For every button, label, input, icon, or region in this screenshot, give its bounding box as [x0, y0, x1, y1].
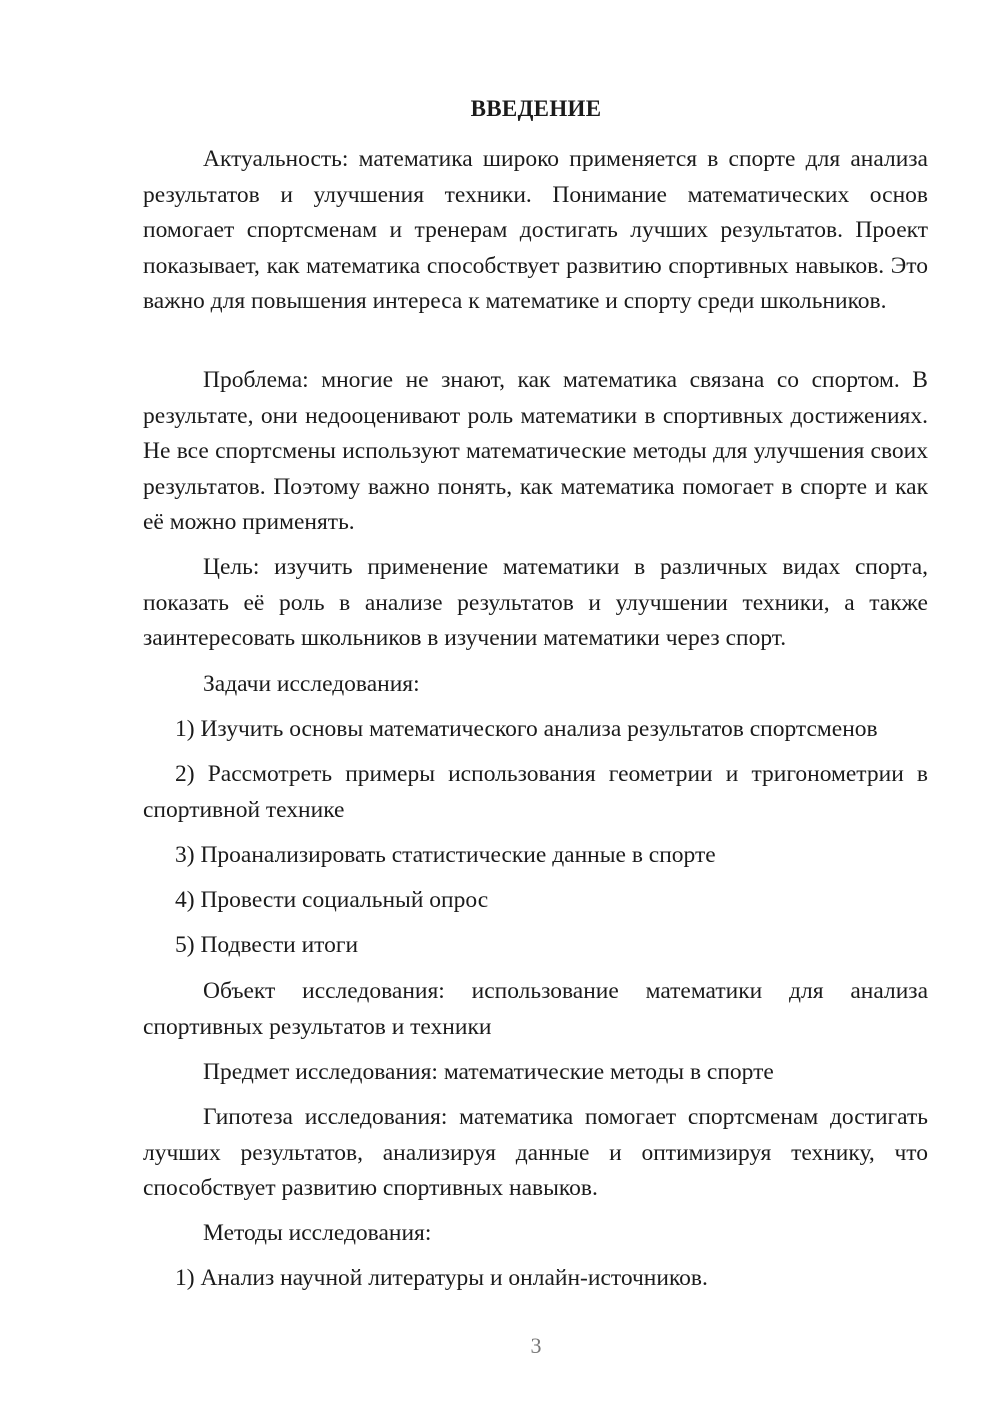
task-item-2: 2) Рассмотреть примеры использования геометрии и тригонометрии в спортивной технике [143, 761, 928, 823]
section-title: ВВЕДЕНИЕ [470, 96, 602, 121]
paragraph-goal: Цель: изучить применение математики в различных видах спорта, показать её роль в анализе результатов и улучшении техники, а также заинтересовать школьников в изучении математики через спорт. [143, 554, 928, 651]
page-number: 3 [530, 1333, 542, 1358]
method-item-1: 1) Анализ научной литературы и онлайн-источников. [175, 1265, 708, 1291]
task-item-1: 1) Изучить основы математического анализа результатов спортсменов [175, 716, 878, 742]
paragraph-problem: Проблема: многие не знают, как математика связана со спортом. В результате, они недооценивают роль математики в спортивных достижениях. Не все спортсмены используют математические методы для улучшения своих результатов. Поэтому важно понять, как математика помогает в спорте и как её можно применять. [143, 367, 928, 535]
tasks-heading: Задачи исследования: [203, 671, 420, 697]
methods-heading: Методы исследования: [203, 1220, 432, 1246]
task-item-5: 5) Подвести итоги [175, 932, 359, 958]
paragraph-hypothesis: Гипотеза исследования: математика помогает спортсменам достигать лучших результатов, анализируя данные и оптимизируя технику, что способствует развитию спортивных навыков. [143, 1104, 928, 1201]
paragraph-object: Объект исследования: использование математики для анализа спортивных результатов и техники [143, 978, 928, 1040]
paragraph-relevance: Актуальность: математика широко применяется в спорте для анализа результатов и улучшения техники. Понимание математических основ помогает спортсменам и тренерам достигать лучших результатов. Проект показывает, как математика способствует развитию спортивных навыков. Это важно для повышения интереса к математике и спорту среди школьников. [143, 146, 928, 314]
paragraph-subject: Предмет исследования: математические методы в спорте [203, 1059, 774, 1085]
task-item-4: 4) Провести социальный опрос [175, 887, 489, 913]
task-item-3: 3) Проанализировать статистические данные в спорте [175, 842, 716, 868]
